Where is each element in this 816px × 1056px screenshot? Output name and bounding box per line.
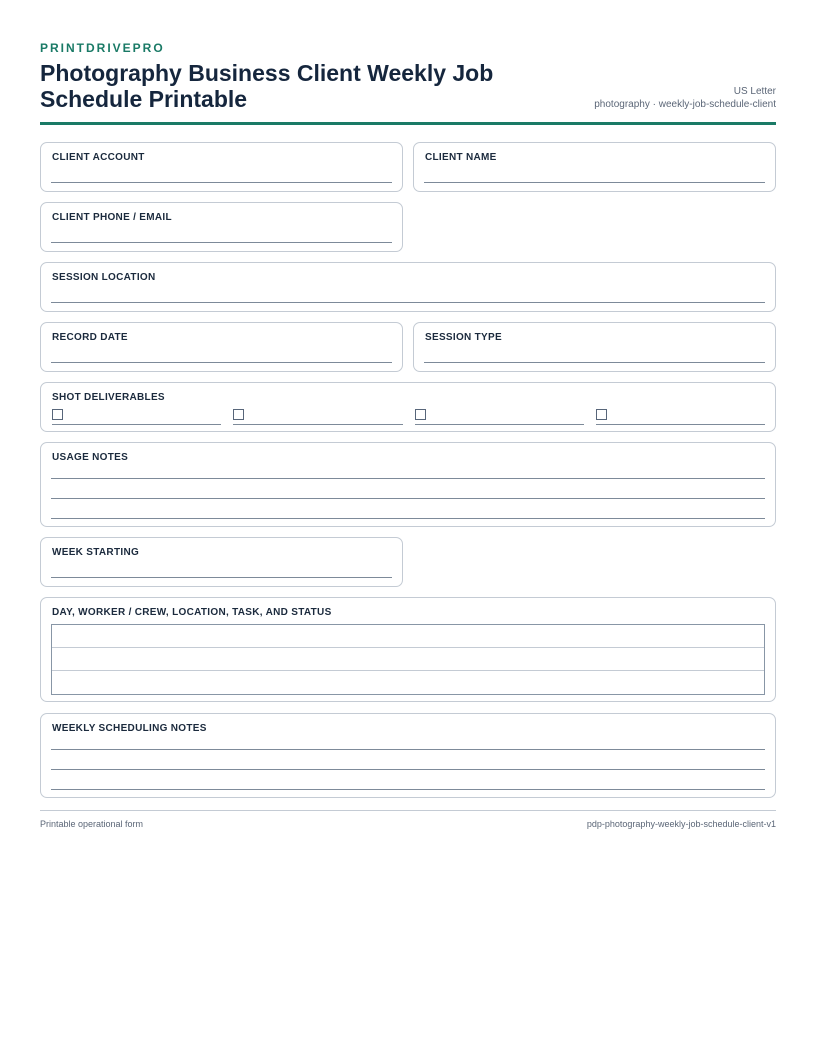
week-starting-field[interactable] [40, 537, 403, 587]
session-type-field[interactable] [413, 322, 776, 372]
shot-deliverables-field [40, 382, 776, 432]
checkbox-icon[interactable] [52, 409, 63, 420]
checkbox-icon[interactable] [233, 409, 244, 420]
paper-size: US Letter [733, 86, 776, 97]
session-location-label: SESSION LOCATION [52, 272, 156, 283]
week-starting-label: WEEK STARTING [52, 547, 140, 558]
deliverable-item[interactable] [596, 408, 765, 425]
page-tags: photography · weekly-job-schedule-client [594, 99, 776, 110]
table-row[interactable] [52, 648, 764, 671]
session-location-field[interactable] [40, 262, 776, 312]
weekly-notes-line[interactable] [51, 789, 765, 790]
usage-notes-field[interactable] [40, 442, 776, 527]
header-rule [40, 122, 776, 125]
client-name-field[interactable] [413, 142, 776, 192]
usage-notes-line[interactable] [51, 518, 765, 519]
usage-notes-line[interactable] [51, 478, 765, 479]
checkbox-icon[interactable] [596, 409, 607, 420]
schedule-table [51, 624, 765, 695]
deliverable-item[interactable] [52, 408, 221, 425]
weekly-notes-line[interactable] [51, 749, 765, 750]
client-account-line[interactable] [51, 182, 392, 183]
client-account-label: CLIENT ACCOUNT [52, 152, 145, 163]
weekly-notes-line[interactable] [51, 769, 765, 770]
client-name-label: CLIENT NAME [425, 152, 497, 163]
client-account-field[interactable] [40, 142, 403, 192]
footer-label: Printable operational form [40, 819, 144, 829]
deliverable-item[interactable] [415, 408, 584, 425]
footer-rule [40, 810, 776, 811]
checkbox-icon[interactable] [415, 409, 426, 420]
weekly-notes-label: WEEKLY SCHEDULING NOTES [52, 723, 207, 734]
client-contact-label: CLIENT PHONE / EMAIL [52, 212, 172, 223]
session-type-label: SESSION TYPE [425, 332, 502, 343]
session-location-line[interactable] [51, 302, 765, 303]
table-row[interactable] [52, 625, 764, 648]
client-name-line[interactable] [424, 182, 765, 183]
brand-name: PRINTDRIVEPRO [40, 41, 165, 55]
deliverable-item[interactable] [233, 408, 403, 425]
client-contact-line[interactable] [51, 242, 392, 243]
page-meta [594, 85, 776, 111]
record-date-line[interactable] [51, 362, 392, 363]
week-starting-line[interactable] [51, 577, 392, 578]
shot-deliverables-label: SHOT DELIVERABLES [52, 392, 165, 403]
form-id: pdp-photography-weekly-job-schedule-client-v1 [586, 819, 776, 829]
usage-notes-line[interactable] [51, 498, 765, 499]
weekly-notes-field[interactable] [40, 713, 776, 798]
client-contact-field[interactable] [40, 202, 403, 252]
usage-notes-label: USAGE NOTES [52, 452, 129, 463]
record-date-label: RECORD DATE [52, 332, 128, 343]
table-row[interactable] [52, 671, 764, 694]
session-type-line[interactable] [424, 362, 765, 363]
schedule-table-label: DAY, WORKER / CREW, LOCATION, TASK, AND STATUS [52, 607, 332, 618]
record-date-field[interactable] [40, 322, 403, 372]
schedule-table-section [40, 597, 776, 702]
page-title: Photography Business Client Weekly Job Schedule Printable [40, 60, 494, 112]
